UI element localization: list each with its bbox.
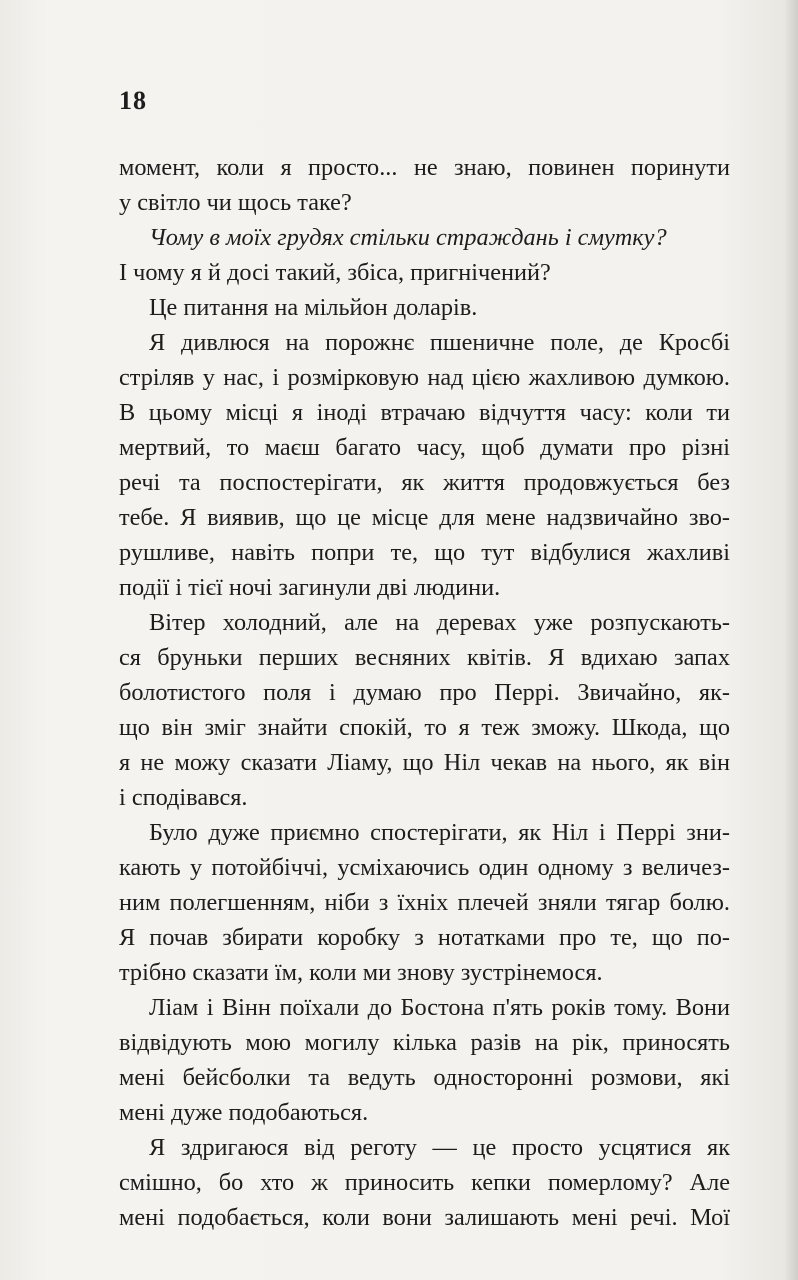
text-line: смішно, бо хто ж приносить кепки померлому? Але [119,1169,730,1196]
text-line: Це питання на мільйон доларів. [149,294,478,321]
text-line: Було дуже приємно спостерігати, як Ніл і Перрі зни- [149,819,730,846]
body-text [119,150,730,1235]
text-line: рушливе, навіть попри те, що тут відбулися жахливі [119,539,730,566]
text-line: відвідують мою могилу кілька разів на рік, приносять [119,1029,730,1056]
text-line: ним полегшенням, ніби з їхніх плечей зняли тягар болю. [119,889,730,916]
text-line: кають у потойбіччі, усміхаючись один одному з величез- [119,854,730,881]
text-line: Чому в моїх грудях стільки страждань і смутку? [149,224,667,251]
text-line: речі та поспостерігати, як життя продовжується без [119,469,730,496]
page-edge-shadow [784,0,798,1280]
text-line: я не можу сказати Ліаму, що Ніл чекав на нього, як він [119,749,730,776]
text-line: ся бруньки перших весняних квітів. Я вдихаю запах [119,644,730,671]
text-line: І чому я й досі такий, збіса, пригнічений? [119,259,551,286]
text-line: що він зміг знайти спокій, то я теж зможу. Шкода, що [119,714,730,741]
text-line: Я здригаюся від реготу — це просто усцятися як [149,1134,730,1161]
text-line: Ліам і Вінн поїхали до Бостона п'ять років тому. Вони [149,994,730,1021]
text-line: Вітер холодний, але на деревах уже розпускають- [149,609,730,636]
text-line: мені бейсболки та ведуть односторонні розмови, які [119,1064,730,1091]
text-line: і сподівався. [119,784,248,811]
text-line: мертвий, то маєш багато часу, щоб думати про різні [119,434,730,461]
text-line: стріляв у нас, і розмірковую над цією жахливою думкою. [119,364,730,391]
text-line: Я дивлюся на порожнє пшеничне поле, де Кросбі [149,329,730,356]
text-line: трібно сказати їм, коли ми знову зустрінемося. [119,959,603,986]
text-line: мені дуже подобаються. [119,1099,369,1126]
text-line: Я почав збирати коробку з нотатками про те, що по- [119,924,730,951]
text-line: момент, коли я просто... не знаю, повинен поринути [119,154,730,181]
text-line: тебе. Я виявив, що це місце для мене надзвичайно зво- [119,504,730,531]
text-line: болотистого поля і думаю про Перрі. Звичайно, як- [119,679,730,706]
page-number: 18 [119,86,147,115]
text-line: у світло чи щось таке? [119,189,352,216]
text-line: події і тієї ночі загинули дві людини. [119,574,501,601]
text-line: мені подобається, коли вони залишають мені речі. Мої [119,1204,730,1231]
text-line: В цьому місці я іноді втрачаю відчуття часу: коли ти [119,399,730,426]
